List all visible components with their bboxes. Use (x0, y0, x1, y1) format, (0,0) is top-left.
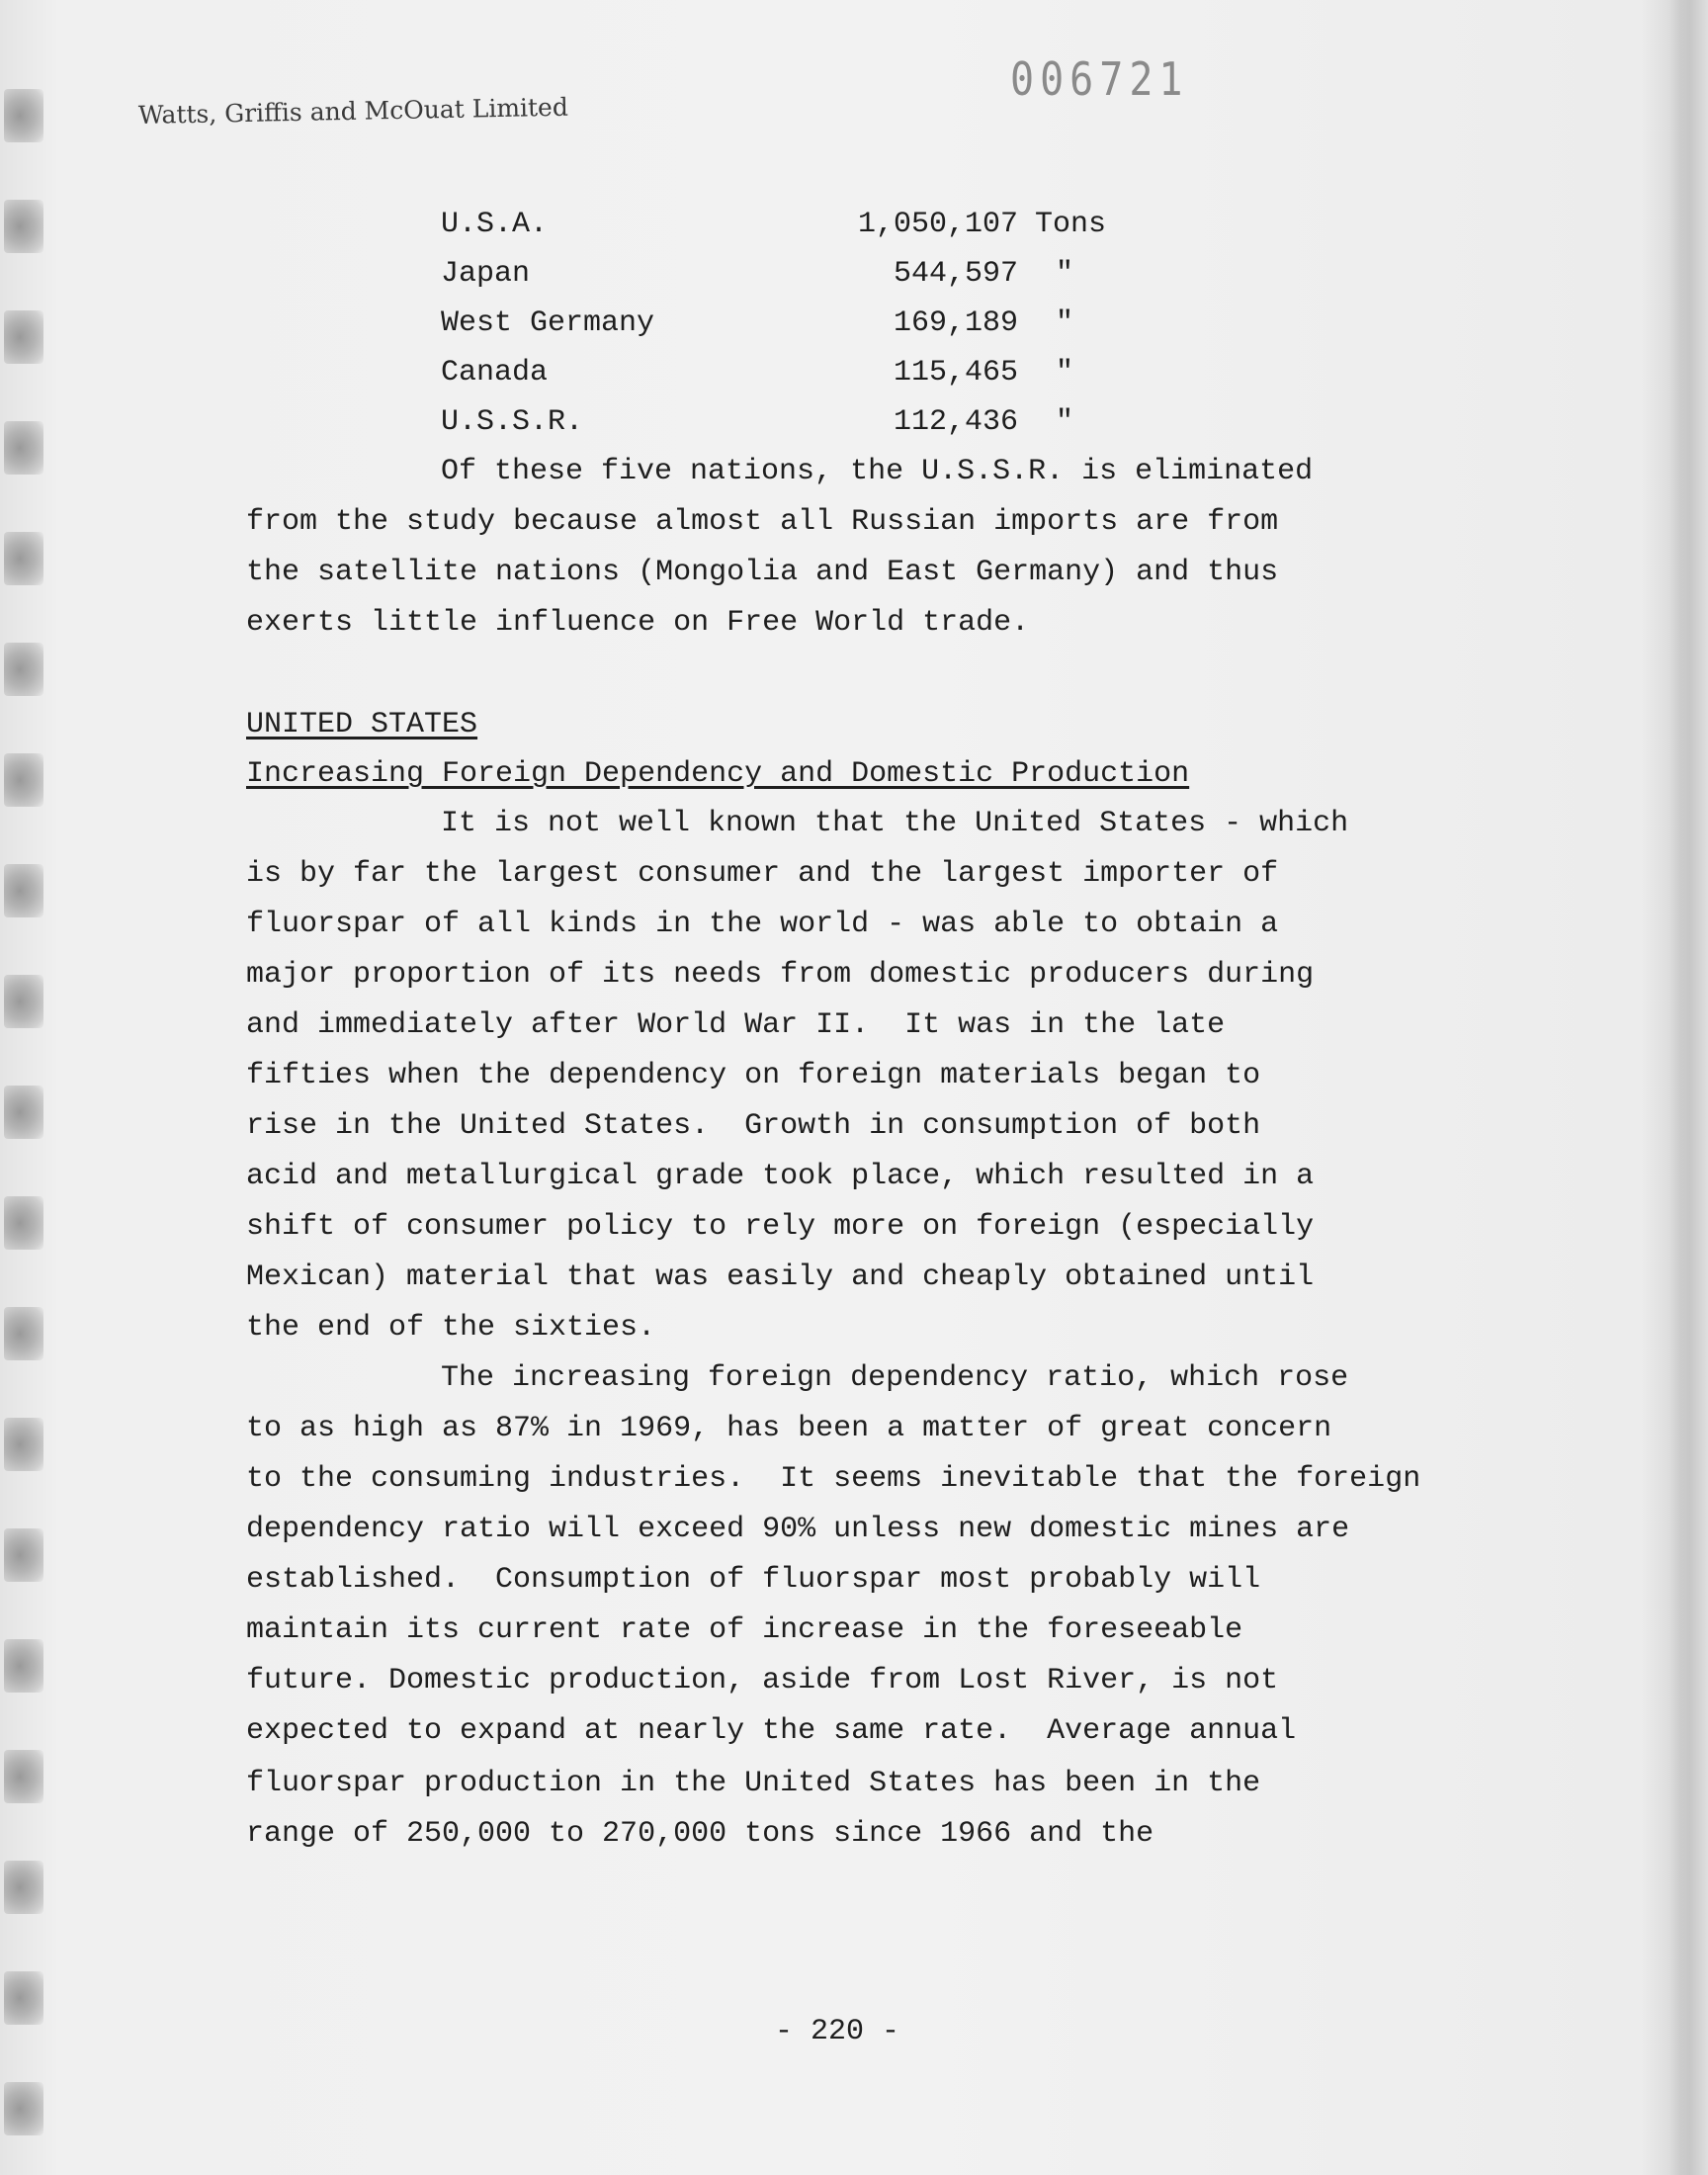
text-line: is by far the largest consumer and the largest importer of (246, 857, 1279, 891)
text-line: exerts little influence on Free World trade. (246, 606, 1030, 640)
amount-cell: 169,189 (893, 306, 1018, 340)
text-line: It is not well known that the United States - which (441, 807, 1349, 840)
text-line: dependency ratio will exceed 90% unless new domestic mines are (246, 1513, 1350, 1546)
country-cell: U.S.S.R. (441, 405, 584, 439)
subsection-heading: Increasing Foreign Dependency and Domestic Production (246, 757, 1190, 791)
unit-cell: " (1056, 257, 1074, 291)
text-line: expected to expand at nearly the same rate. Average annual (246, 1714, 1297, 1748)
text-line: and immediately after World War II. It was in the late (246, 1008, 1226, 1042)
page-number: - 220 - (775, 2015, 900, 2048)
text-line: shift of consumer policy to rely more on foreign (especially (246, 1210, 1315, 1244)
amount-cell: 115,465 (893, 356, 1018, 390)
text-line: major proportion of its needs from domestic producers during (246, 958, 1315, 992)
text-line: to the consuming industries. It seems inevitable that the foreign (246, 1462, 1421, 1496)
text-line: Of these five nations, the U.S.S.R. is eliminated (441, 455, 1314, 488)
text-line: the satellite nations (Mongolia and East Germany) and thus (246, 556, 1279, 589)
text-line: maintain its current rate of increase in the foreseeable (246, 1613, 1243, 1647)
amount-cell: 1,050,107 (857, 208, 1018, 241)
country-cell: U.S.A. (441, 208, 549, 241)
unit-cell: " (1056, 306, 1074, 340)
document-number: 006721 (1010, 53, 1189, 107)
table-row (0, 405, 1018, 455)
country-cell: Japan (441, 257, 531, 291)
text-line: rise in the United States. Growth in consumption of both (246, 1109, 1261, 1143)
text-line: future. Domestic production, aside from Lost River, is not (246, 1664, 1279, 1697)
section-heading: UNITED STATES (246, 708, 478, 741)
text-line: established. Consumption of fluorspar most probably will (246, 1563, 1261, 1597)
letterhead: Watts, Griffis and McOuat Limited (137, 92, 569, 130)
text-line: from the study because almost all Russian imports are from (246, 505, 1279, 539)
text-line: to as high as 87% in 1969, has been a matter of great concern (246, 1412, 1332, 1445)
country-cell: West Germany (441, 306, 655, 340)
text-line: fluorspar production in the United States has been in the (246, 1767, 1261, 1800)
table-row (0, 306, 1018, 356)
unit-cell: " (1056, 356, 1074, 390)
table-row (0, 356, 1018, 405)
table-row (0, 208, 1018, 257)
text-line: Mexican) material that was easily and cheaply obtained until (246, 1261, 1315, 1294)
amount-cell: 112,436 (893, 405, 1018, 439)
amount-cell: 544,597 (893, 257, 1018, 291)
unit-cell: " (1056, 405, 1074, 439)
text-line: fluorspar of all kinds in the world - was able to obtain a (246, 908, 1279, 941)
text-line: acid and metallurgical grade took place, which resulted in a (246, 1160, 1315, 1193)
text-line: the end of the sixties. (246, 1311, 656, 1345)
country-cell: Canada (441, 356, 549, 390)
text-line: fifties when the dependency on foreign materials began to (246, 1059, 1261, 1092)
unit-cell: Tons (1035, 208, 1107, 241)
text-line: range of 250,000 to 270,000 tons since 1966 and the (246, 1817, 1154, 1851)
text-line: The increasing foreign dependency ratio, which rose (441, 1361, 1349, 1395)
table-row (0, 257, 1018, 306)
page-edge-shadow (1668, 0, 1708, 2175)
